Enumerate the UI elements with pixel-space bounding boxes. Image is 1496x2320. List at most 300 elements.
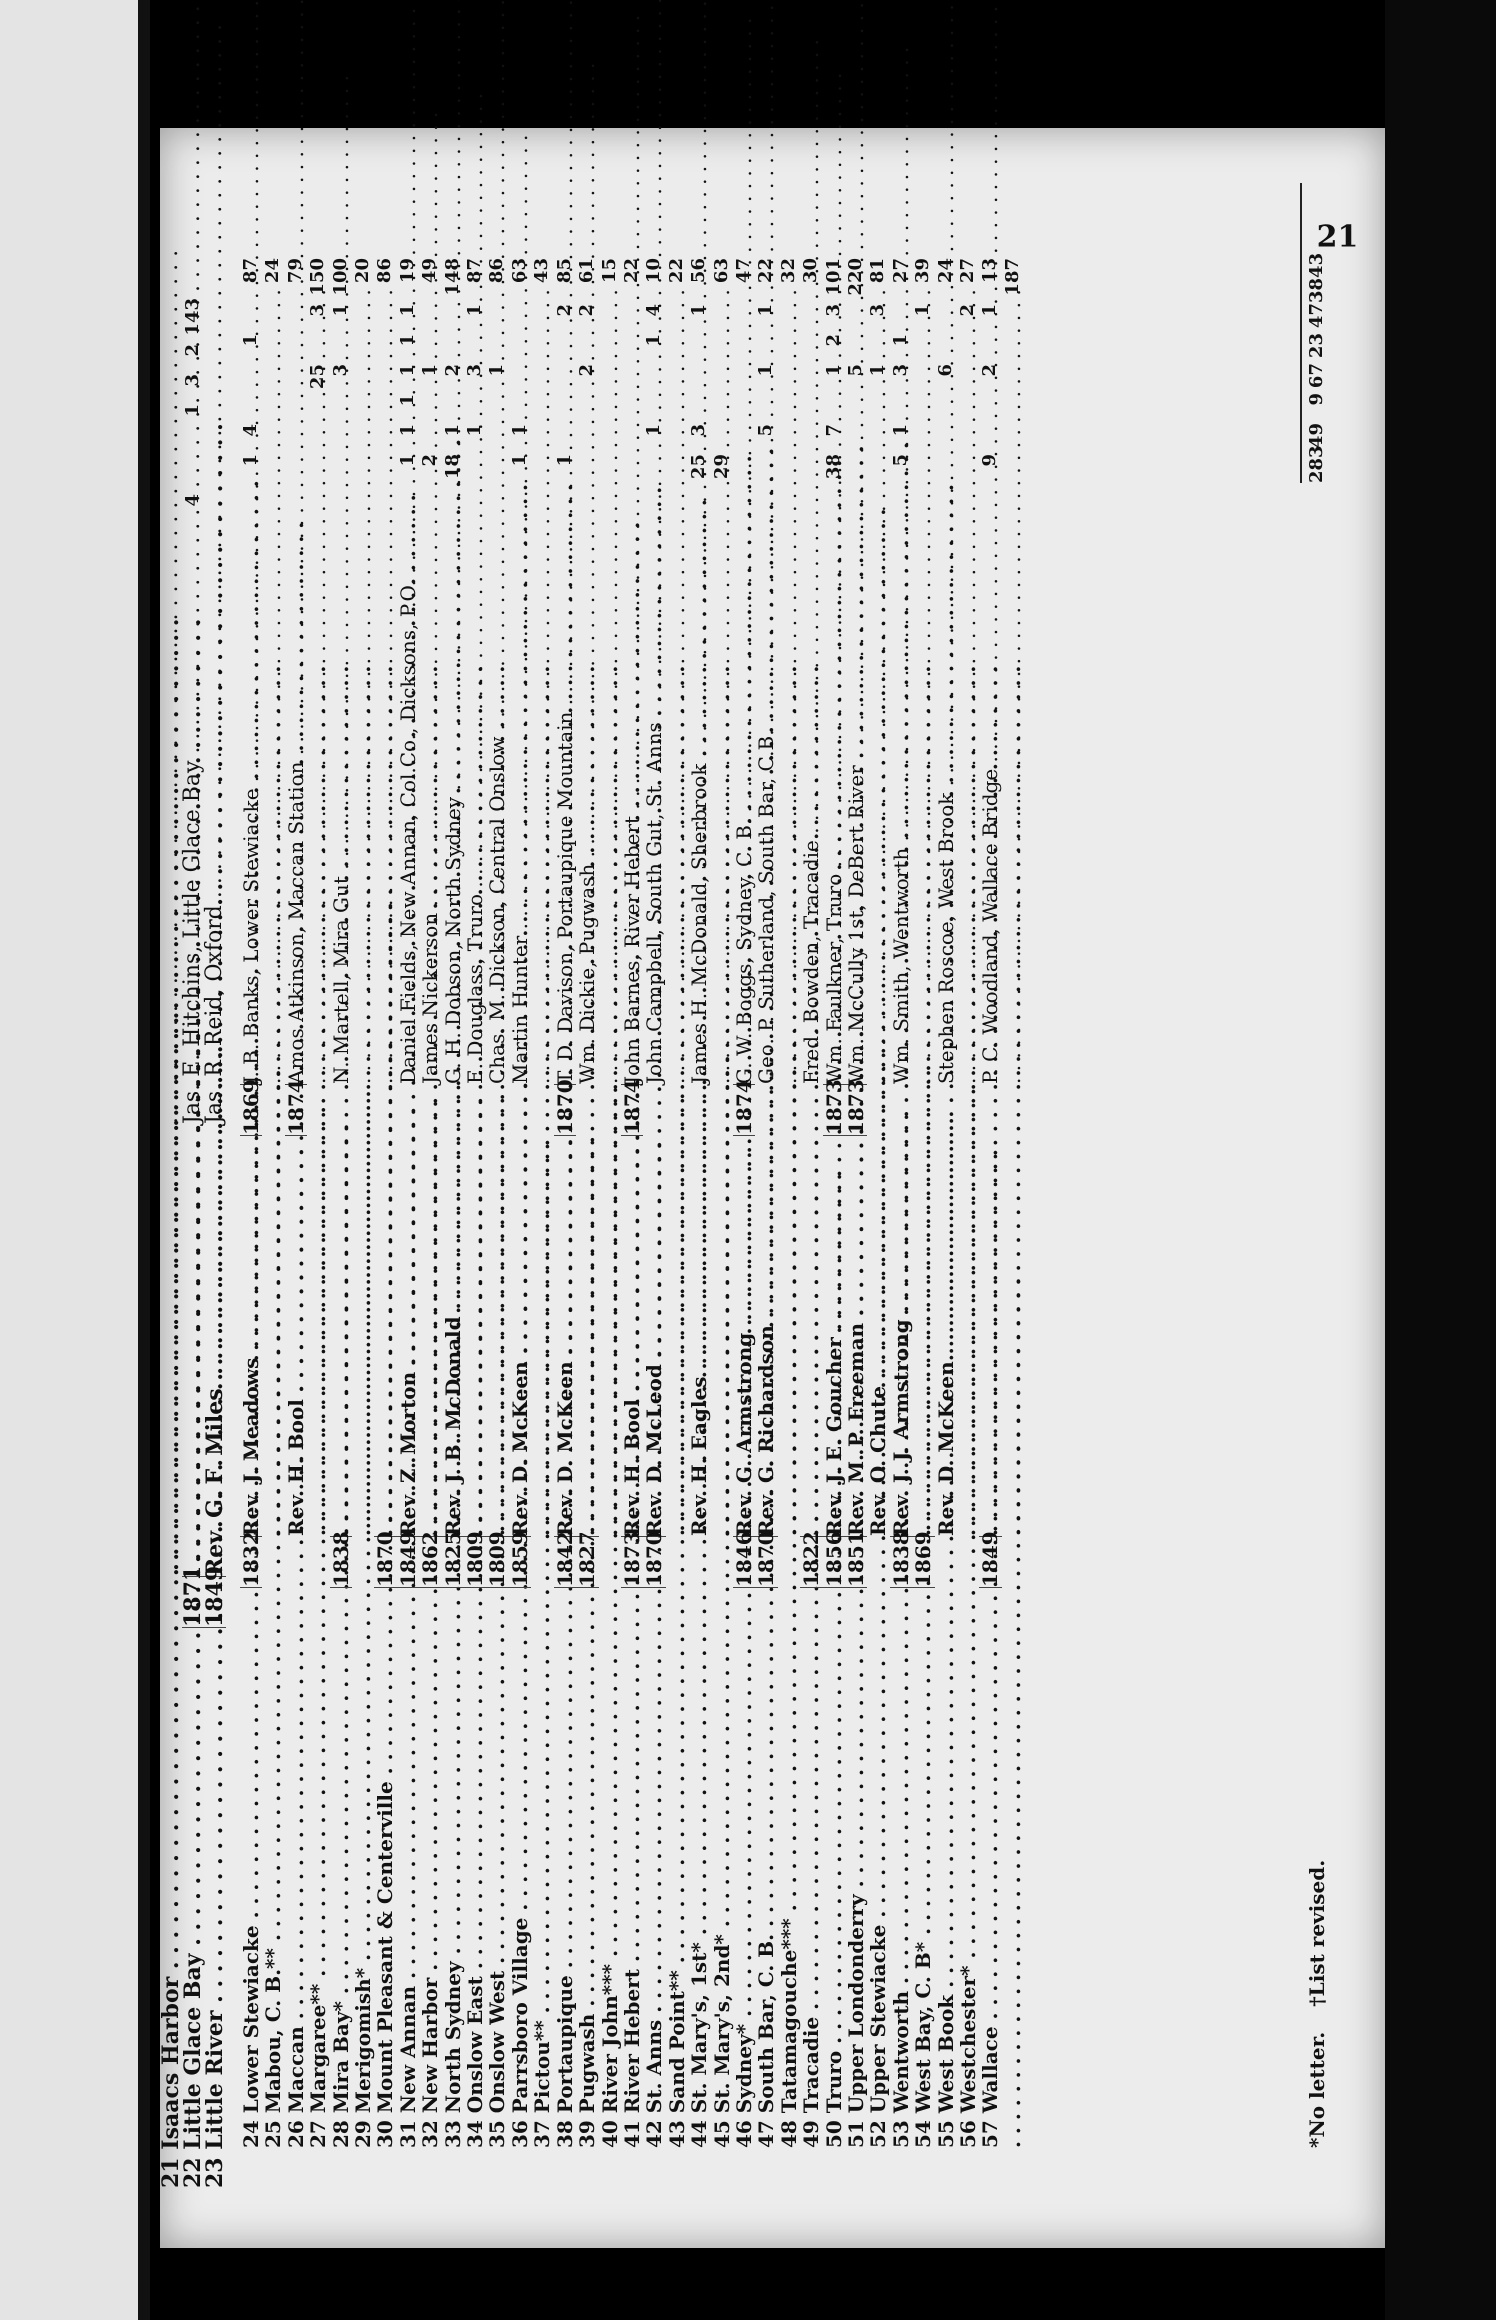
pastor-name: Rev. M. P. Freeman . . . [845, 1136, 867, 1536]
clerk-name: N. Martell, Mira Gut . . . [330, 484, 352, 1084]
clerk-name: Wm. McCully 1st, DeBert River . . . [845, 484, 867, 1084]
place-name: Parrsboro Village [507, 1917, 532, 2114]
pastor-name [464, 1136, 486, 1536]
table-row [800, 188, 822, 2148]
place-name: St. Mary's, 1st* [687, 1942, 712, 2114]
row-number: 21 [158, 2157, 184, 2188]
pastor-name: Rev. D. McKeen . . . [935, 1136, 957, 1536]
count-cell: 22 [755, 258, 777, 284]
church-name [755, 1588, 777, 2148]
church-name [935, 1588, 957, 2148]
table-row [688, 188, 710, 2148]
row-number: 52 [866, 2120, 891, 2148]
table-row [352, 188, 374, 2148]
organized-year: 1873 [619, 1531, 644, 1587]
table-row [867, 188, 889, 2148]
pastor-name [979, 1136, 1001, 1536]
row-number: 35 [485, 2120, 510, 2148]
count-cell: 39 [912, 258, 934, 284]
count-cell: 1 [396, 304, 418, 317]
table-row [509, 188, 531, 2148]
settled-year: 1873 [821, 1079, 846, 1135]
row-number: 29 [351, 2120, 376, 2148]
pastor-name: Rev. J. B. McDonald . . . [442, 1136, 464, 1536]
count-cell: 1 [755, 364, 777, 377]
count-cell: 1 [643, 424, 665, 437]
count-cell: 1 [755, 304, 777, 317]
church-name [957, 1588, 979, 2148]
row-number: 34 [463, 2120, 488, 2148]
church-name [688, 1588, 710, 2148]
count-cell: 1 [643, 334, 665, 347]
pastor-name [599, 1136, 621, 1536]
count-cell: 148 [441, 258, 463, 296]
clerk-name: Wm. Faulkner, Truro . . . [823, 484, 845, 1084]
pastor-name: Rev. H. Bool . . . [285, 1136, 307, 1536]
count-cell: 1 [396, 334, 418, 347]
church-name [464, 1588, 486, 2148]
row-number: 37 [530, 2120, 555, 2148]
row-number: 46 [731, 2120, 756, 2148]
count-cell: 3 [867, 304, 889, 317]
church-name [554, 1588, 576, 2148]
count-cell: 3 [464, 364, 486, 377]
count-cell: 101 [822, 258, 844, 296]
clerk-name: E. Douglass, Truro . . . [464, 484, 486, 1084]
count-cell: 7 [822, 424, 844, 437]
row-number: 54 [911, 2120, 936, 2148]
total-cell: 23 [1306, 333, 1327, 359]
count-cell: 1 [889, 334, 911, 347]
table-row [599, 188, 621, 2148]
place-name: Lower Stewiacke [239, 1925, 263, 2114]
table-row [711, 188, 733, 2148]
pastor-name: Rev. D. McKeen . . . [554, 1136, 576, 1536]
count-cell: 49 [419, 258, 441, 284]
total-cell: 9 [1306, 393, 1327, 406]
count-cell: 61 [576, 258, 598, 284]
table-row [845, 188, 867, 2148]
count-cell: 22 [665, 258, 687, 284]
row-number: 39 [575, 2120, 600, 2148]
table-row [182, 188, 204, 2188]
church-name [823, 1588, 845, 2148]
pastor-name [419, 1136, 441, 1536]
clerk-name [867, 484, 889, 1084]
count-cell: 220 [844, 258, 866, 296]
row-number: 49 [799, 2120, 824, 2148]
clerk-name: Martin Hunter . . . [509, 484, 531, 1084]
clerk-name [307, 484, 329, 1084]
pastor-name [666, 1136, 688, 1536]
count-cell: 1 [688, 304, 710, 317]
count-cell: 2 [576, 304, 598, 317]
row-number: 31 [395, 2120, 420, 2148]
place-name: Little River [202, 2010, 228, 2150]
row-number: 56 [956, 2120, 980, 2148]
pastor-name [486, 1136, 508, 1536]
table-row [160, 188, 182, 2188]
table-row [307, 188, 329, 2148]
count-cell: 6 [934, 364, 956, 377]
count-cell: 1 [889, 424, 911, 437]
count-cell: 2 [182, 344, 203, 357]
count-cell: 5 [844, 364, 866, 377]
settled-year: 1869 [239, 1079, 263, 1135]
total-cell: 47 [1306, 303, 1327, 329]
count-cell: 3 [182, 374, 203, 387]
clerk-name [352, 484, 374, 1084]
count-cell: 1 [822, 364, 844, 377]
clerk-name [666, 484, 688, 1084]
place-name: South Bar, C. B. [754, 1933, 779, 2114]
table-row [204, 188, 226, 2188]
pastor-name [1002, 1136, 1024, 1536]
organized-year: 1849 [978, 1531, 1003, 1587]
count-cell: 2 [979, 364, 1001, 377]
count-cell: 1 [979, 304, 1001, 317]
place-name: River Hebert [619, 1969, 644, 2114]
clerk-name: Wm. Dickie, Pugwash . . . [576, 484, 598, 1084]
total-cell: 283 [1306, 445, 1327, 483]
row-number: 33 [440, 2120, 465, 2148]
clerk-name [531, 484, 553, 1084]
clerk-name [599, 484, 621, 1084]
row-number: 43 [664, 2120, 689, 2148]
place-name: Pictou** [530, 2020, 555, 2114]
place-name: West Bay, C. B* [911, 1941, 936, 2114]
pastor-name: Rev. G. Armstrong . . . [733, 1136, 755, 1536]
place-name: Margaree** [306, 1983, 331, 2114]
count-cell: 150 [307, 258, 329, 296]
count-cell: 38 [822, 454, 844, 480]
count-cell: 63 [710, 258, 732, 284]
clerk-name: Jas. E. Hitchins, Little Glace Bay . . . [182, 524, 204, 1124]
clerk-name: James H. McDonald, Sherbrook . . . [688, 484, 710, 1084]
gutter-shadow [138, 0, 150, 2320]
row-number: 36 [507, 2120, 532, 2148]
count-cell: 1 [867, 364, 889, 377]
organized-year: 1825 [440, 1531, 465, 1587]
organized-year: 1870 [373, 1531, 398, 1587]
table-row [464, 188, 486, 2148]
pastor-name [912, 1136, 934, 1536]
church-name [1002, 1588, 1024, 2148]
organized-year: 1859 [507, 1531, 532, 1587]
table-row [912, 188, 934, 2148]
clerk-name: Amos Atkinson, Maccan Station . . . [285, 484, 307, 1084]
church-name [240, 1588, 262, 2148]
table-row [285, 188, 307, 2148]
count-cell: 100 [329, 258, 351, 296]
church-name [352, 1588, 374, 2148]
count-cell: 1 [396, 364, 418, 377]
count-cell: 85 [553, 258, 575, 284]
organized-year: 1870 [754, 1531, 779, 1587]
pastor-name: Rev. J. E. Goucher . . . [823, 1136, 845, 1536]
count-cell: 81 [867, 258, 889, 284]
place-name: St. Mary's, 2nd* [709, 1934, 734, 2114]
count-cell: 1 [464, 304, 486, 317]
count-cell: 3 [329, 364, 351, 377]
table-row [240, 188, 262, 2148]
row-number: 44 [687, 2120, 712, 2148]
church-name [182, 1628, 204, 2188]
church-name [890, 1588, 912, 2148]
table-row [733, 188, 755, 2148]
count-cell: 87 [240, 258, 261, 284]
church-name [800, 1588, 822, 2148]
clerk-name [1002, 484, 1024, 1084]
clerk-name: Fred. Bowden, Tracadie . . . [800, 484, 822, 1084]
place-name: Tatamagouche*** [776, 1918, 801, 2114]
place-name: Pugwash [575, 2013, 600, 2114]
church-name [912, 1588, 934, 2148]
footnote-list-revised: †List revised. [1305, 1859, 1329, 2007]
row-number: 47 [754, 2120, 779, 2148]
organized-year: 1842 [552, 1531, 577, 1587]
count-cell: 20 [352, 258, 374, 284]
church-name [486, 1588, 508, 2148]
church-name [576, 1588, 598, 2148]
pastor-name: Rev. O. Chute . . . [867, 1136, 889, 1536]
table-row [531, 188, 553, 2148]
church-name [711, 1588, 733, 2148]
count-cell: 1 [912, 304, 934, 317]
row-number: 55 [933, 2120, 958, 2148]
pastor-name: Rev. J. Meadows . . . [240, 1136, 262, 1536]
previous-page-strip [0, 0, 150, 2320]
church-name [330, 1588, 352, 2148]
count-cell: 187 [1001, 258, 1023, 296]
row-number: 38 [552, 2120, 577, 2148]
count-cell: 5 [755, 424, 777, 437]
row-number: 28 [328, 2120, 353, 2148]
count-cell: 79 [284, 258, 306, 284]
church-name [262, 1588, 284, 2148]
count-cell: 143 [182, 298, 203, 336]
count-cell: 4 [643, 304, 665, 317]
count-cell: 63 [508, 258, 530, 284]
place-name: St. Anns [642, 2019, 667, 2114]
count-cell: 3 [307, 304, 329, 317]
clerk-name [778, 484, 800, 1084]
pastor-name [711, 1136, 733, 1536]
clerk-name [262, 484, 284, 1084]
organized-year: 1849 [202, 1565, 228, 1627]
table-row [778, 188, 800, 2148]
place-name: Isaacs Harbor [158, 1976, 184, 2150]
row-number: 40 [597, 2120, 622, 2148]
place-name: Sand Point** [664, 1970, 689, 2114]
organized-year: 1856 [821, 1531, 846, 1587]
table-row [442, 188, 464, 2148]
organized-year: 1849 [395, 1531, 420, 1587]
row-number: 24 [239, 2120, 263, 2148]
organized-year: 1822 [799, 1531, 824, 1587]
count-cell: 24 [262, 258, 284, 284]
place-name: Maccan [283, 2026, 308, 2114]
organized-year: 1832 [239, 1531, 263, 1587]
table-row [374, 188, 396, 2148]
organized-year: 1838 [328, 1531, 353, 1587]
pastor-name [531, 1136, 553, 1536]
church-name [419, 1588, 441, 2148]
pastor-name [576, 1136, 598, 1536]
place-name: Portaupique [552, 1975, 577, 2114]
church-name [374, 1588, 396, 2148]
count-cell: 2 [553, 304, 575, 317]
organized-year: 1862 [418, 1531, 443, 1587]
place-name: West Book [933, 1994, 958, 2114]
place-name: Sydney* [731, 2023, 756, 2114]
clerk-name [711, 484, 733, 1084]
rotated-content [160, 128, 1385, 2248]
pastor-name: Rev. H. Eagles . . . [688, 1136, 710, 1536]
clerk-name: G. W. Boggs, Sydney, C. B. . . . [733, 484, 755, 1084]
church-name [442, 1588, 464, 2148]
count-cell: 5 [889, 454, 911, 467]
row-number: 57 [978, 2120, 1003, 2148]
pastor-name [262, 1136, 284, 1536]
table-row [621, 188, 643, 2148]
count-cell: 2 [957, 304, 978, 317]
count-cell: 13 [979, 258, 1001, 284]
count-cell: 4 [182, 494, 203, 507]
total-cell: 3843 [1306, 252, 1327, 303]
organized-year: 1846 [731, 1531, 756, 1587]
clerk-name: John Campbell, South Gut, St. Anns . . . [643, 484, 665, 1084]
table-row [419, 188, 441, 2148]
clerk-name: G. H. Dobson, North Sydney . . . [442, 484, 464, 1084]
row-number: 26 [283, 2120, 308, 2148]
organized-year: 1809 [485, 1531, 510, 1587]
row-number: 32 [418, 2120, 443, 2148]
place-name: Truro [821, 2050, 846, 2114]
organized-year: 1870 [642, 1531, 667, 1587]
settled-year: 1870 [552, 1079, 577, 1135]
table-row [643, 188, 665, 2148]
clerk-name: Geo. P. Sutherland, South Bar, C.B. . . . [755, 484, 777, 1084]
clerk-name: Chas. M. Dickson, Central Onslow . . . [486, 484, 508, 1084]
count-cell: 1 [419, 364, 441, 377]
row-number: 45 [709, 2120, 734, 2148]
table-row [666, 188, 688, 2148]
place-name: Onslow East [463, 1976, 488, 2114]
count-cell: 1 [553, 454, 575, 467]
table-row [957, 188, 979, 2148]
pastor-name: Rev. D. McLeod . . . [643, 1136, 665, 1536]
church-name [204, 1628, 226, 2188]
row-number: 25 [261, 2120, 286, 2148]
place-name: North Sydney [440, 1961, 465, 2114]
count-cell: 1 [396, 424, 418, 437]
count-cell: 30 [800, 258, 822, 284]
pastor-name [957, 1136, 979, 1536]
place-name: Mira Bay* [328, 2001, 353, 2114]
church-name [621, 1588, 643, 2148]
place-name: Merigomish* [351, 1967, 376, 2114]
table-row [935, 188, 957, 2148]
table-row [1002, 188, 1024, 2148]
count-cell: 2 [576, 364, 598, 377]
place-name: Westchester* [956, 1965, 980, 2114]
count-cell: 2 [419, 454, 441, 467]
page-number: 21 [1316, 219, 1359, 255]
church-name [531, 1588, 553, 2148]
row-number: 22 [180, 2157, 206, 2188]
count-cell: 1 [240, 334, 261, 347]
count-cell: 1 [486, 364, 508, 377]
pastor-name [352, 1136, 374, 1536]
organized-year: 1851 [843, 1531, 868, 1587]
place-name: Onslow West [485, 1970, 510, 2114]
church-ledger-table [240, 188, 1024, 2148]
footnote [1305, 1860, 1329, 2148]
place-name: New Harbor [418, 1977, 443, 2114]
church-name [285, 1588, 307, 2148]
count-cell: 4 [240, 424, 261, 437]
organized-year: 1827 [575, 1531, 600, 1587]
pastor-name: Rev. J. J. Armstrong . . . [890, 1136, 912, 1536]
settled-year: 1874 [731, 1079, 756, 1135]
clerk-name: T. D. Davison, Portaupique Mountain . . . [554, 484, 576, 1084]
pastor-name [800, 1136, 822, 1536]
count-cell: 1 [396, 454, 418, 467]
count-cell: 24 [934, 258, 956, 284]
church-name [307, 1588, 329, 2148]
row-number: 50 [821, 2120, 846, 2148]
count-cell: 3 [889, 364, 911, 377]
count-cell: 19 [396, 258, 418, 284]
row-number: 30 [373, 2120, 398, 2148]
row-number: 53 [888, 2120, 913, 2148]
count-cell: 27 [889, 258, 911, 284]
place-name: Little Glace Bay [180, 1953, 206, 2150]
row-number: 41 [619, 2120, 644, 2148]
pastor-name: Rev. H. Bool . . . [621, 1136, 643, 1536]
table-row [262, 188, 284, 2148]
organized-year: 1871 [180, 1565, 206, 1627]
place-name: River John*** [597, 1963, 622, 2114]
count-cell: 15 [598, 258, 620, 284]
count-cell: 22 [620, 258, 642, 284]
ledger-page [160, 128, 1385, 2248]
church-name [397, 1588, 419, 2148]
count-cell: 1 [396, 394, 418, 407]
table-row [823, 188, 845, 2148]
table-row [397, 188, 419, 2148]
clerk-name: Jas. R. Reid, Oxford . . . [204, 524, 226, 1124]
count-cell: 29 [710, 454, 732, 480]
pastor-name [160, 1176, 182, 1576]
count-cell: 27 [957, 258, 978, 284]
count-cell: 25 [688, 454, 710, 480]
clerk-name: Wm. Smith, Wentworth . . . [890, 484, 912, 1084]
table-row [486, 188, 508, 2148]
count-cell: 47 [732, 258, 754, 284]
place-name: Mabou, C. B.** [261, 1948, 286, 2114]
church-name [845, 1588, 867, 2148]
table-row [330, 188, 352, 2148]
table-row [755, 188, 777, 2148]
total-cell: 67 [1306, 363, 1327, 389]
count-cell: 1 [464, 424, 486, 437]
pastor-name: Rev. G. F. Miles . . . [204, 1176, 226, 1576]
count-cell: 87 [464, 258, 486, 284]
place-name: Wallace [978, 2026, 1003, 2114]
right-margin [1385, 0, 1496, 2320]
